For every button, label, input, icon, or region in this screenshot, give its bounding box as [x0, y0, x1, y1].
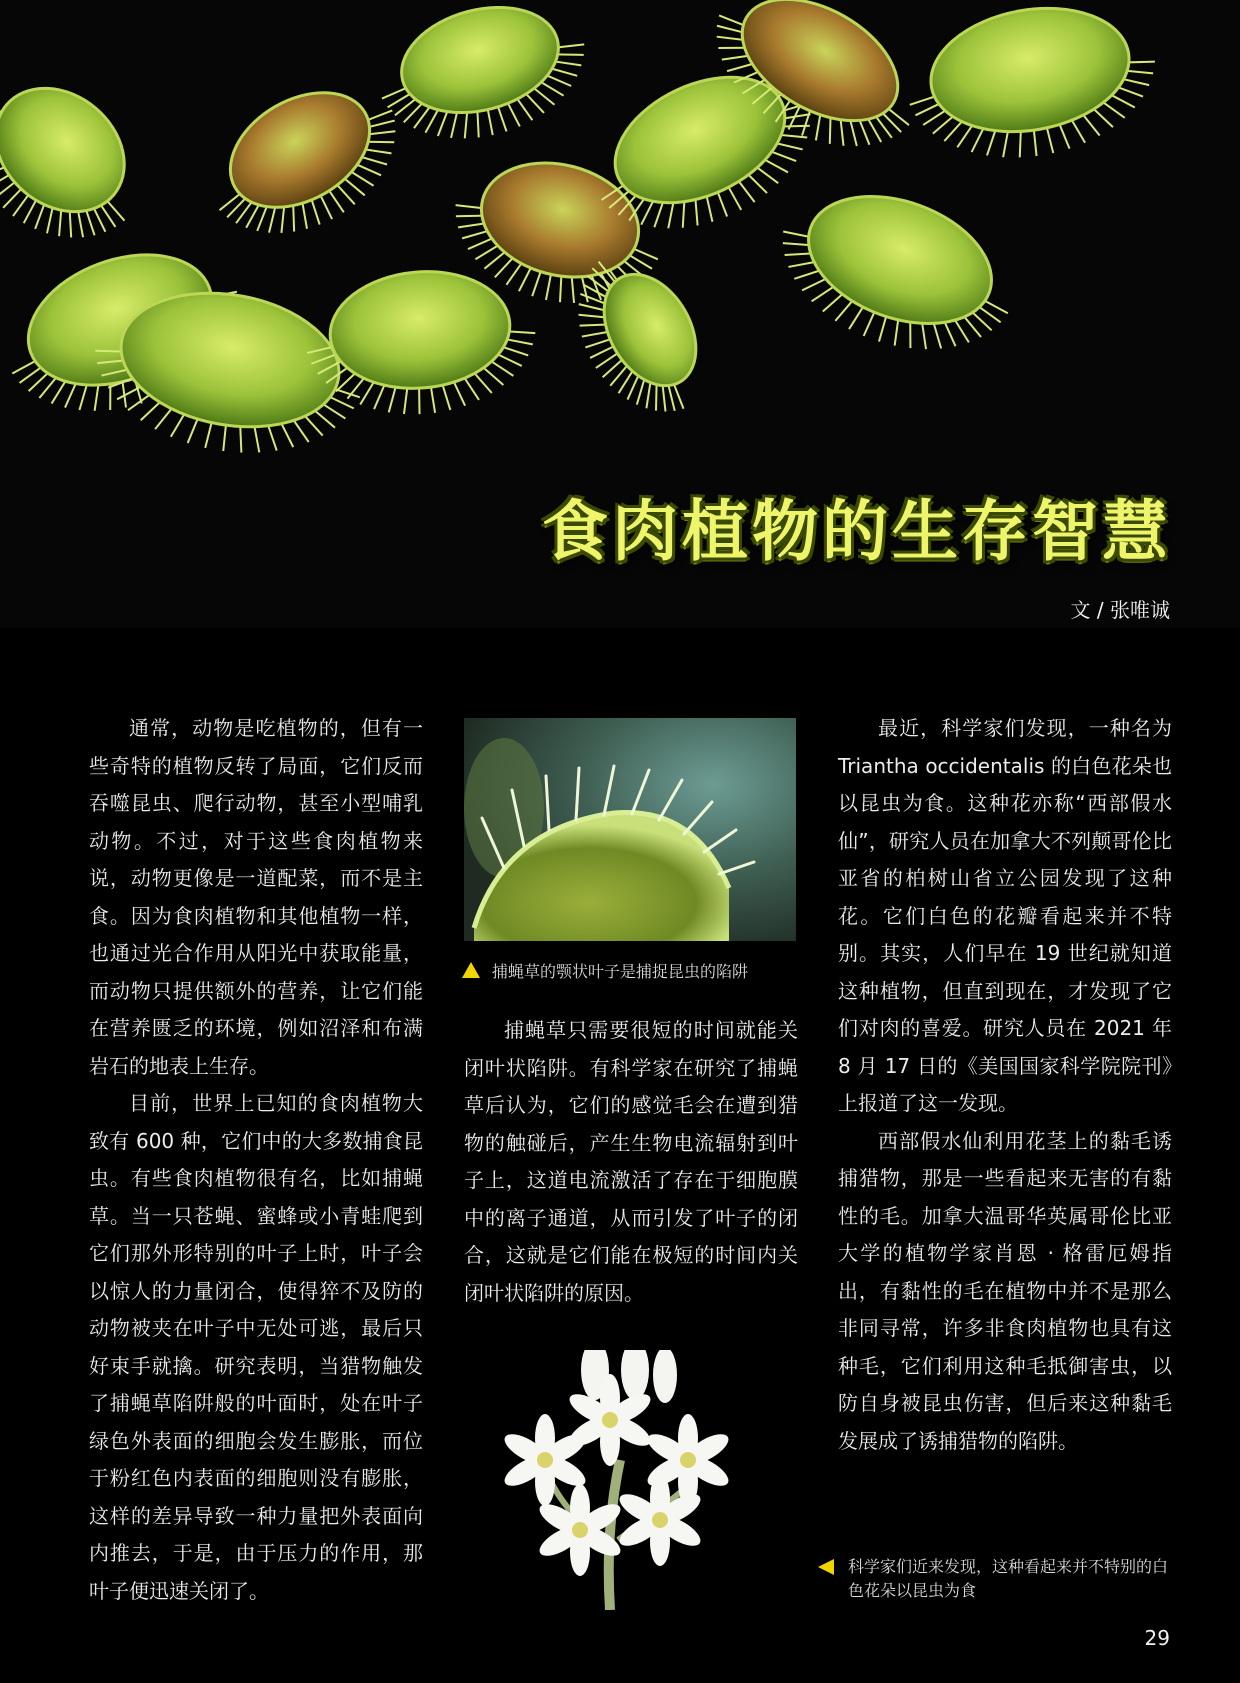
hero-venus-flytrap-photo	[0, 0, 1240, 628]
triangle-marker-icon	[462, 962, 480, 978]
middle-text-column	[464, 1012, 798, 1312]
white-flower-photo	[460, 1350, 800, 1610]
paragraph: 通常，动物是吃植物的，但有一些奇特的植物反转了局面，它们反而吞噬昆虫、爬行动物，甚至小型哺乳动物。不过，对于这些食肉植物来说，动物更像是一道配菜，而不是主食。因为食肉植物和其他植物一样，也通过光合作用从阳光中获取能量，而动物只提供额外的营养，让它们能在营养匮乏的环境，例如沼泽和布满岩石的地表上生存。	[89, 716, 423, 1078]
author-byline: 文 / 张唯诚	[1070, 598, 1170, 622]
paragraph: 捕蝇草只需要很短的时间就能关闭叶状陷阱。有科学家在研究了捕蝇草后认为，它们的感觉毛会在遭到猎物的触碰后，产生生物电流辐射到叶子上，这道电流激活了存在于细胞膜中的离子通道，从而引发了叶子的闭合，这就是它们能在极短的时间内关闭叶状陷阱的原因。	[464, 1018, 798, 1305]
paragraph: 目前，世界上已知的食肉植物大致有 600 种，它们中的大多数捕食昆虫。有些食肉植物很有名，比如捕蝇草。当一只苍蝇、蜜蜂或小青蛙爬到它们那外形特别的叶子上时，叶子会以惊人的力量闭合，使得猝不及防的动物被夹在叶子中无处可逃，最后只好束手就擒。研究表明，当猎物触发了捕蝇草陷阱般的叶面时，处在叶子绿色外表面的细胞会发生膨胀，而位于粉红色内表面的细胞则没有膨胀，这样的差异导致一种力量把外表面向内推去，于是，由于压力的作用，那叶子便迅速关闭了。	[89, 1091, 423, 1603]
triangle-marker-icon	[818, 1559, 834, 1575]
page-number: 29	[1144, 1626, 1170, 1650]
paragraph: 西部假水仙利用花茎上的黏毛诱捕猎物，那是一些看起来无害的有黏性的毛。加拿大温哥华英属哥伦比亚大学的植物学家肖恩 · 格雷厄姆指出，有黏性的毛在植物中并不是那么非同寻常，许多非食肉植物也具有这种毛，它们利用这种毛抵御害虫，以防自身被昆虫伤害，但后来这种黏毛发展成了诱捕猎物的陷阱。	[838, 1128, 1172, 1453]
flytrap-photo-caption	[462, 960, 748, 984]
article-title: 食肉植物的生存智慧	[542, 493, 1172, 570]
caption-text: 捕蝇草的颚状叶子是捕捉昆虫的陷阱	[492, 962, 749, 981]
left-text-column	[89, 710, 423, 1610]
flytrap-closeup-photo	[464, 718, 796, 941]
caption-text: 科学家们近来发现，这种看起来并不特别的白色花朵以昆虫为食	[848, 1557, 1169, 1600]
right-text-column	[838, 710, 1172, 1460]
paragraph: 最近，科学家们发现，一种名为 Triantha occidentalis 的白色花朵也以昆虫为食。这种花亦称“西部假水仙”，研究人员在加拿大不列颠哥伦比亚省的柏树山省立公园发现了这种花。它们白色的花瓣看起来并不特别。其实，人们早在 19 世纪就知道这种植物，但直到现在，才发现了它们对肉的喜爱。研究人员在 2021 年 8 月 17 日的《美国国家科学院院刊》上报道了这一发现。	[838, 716, 1172, 1115]
